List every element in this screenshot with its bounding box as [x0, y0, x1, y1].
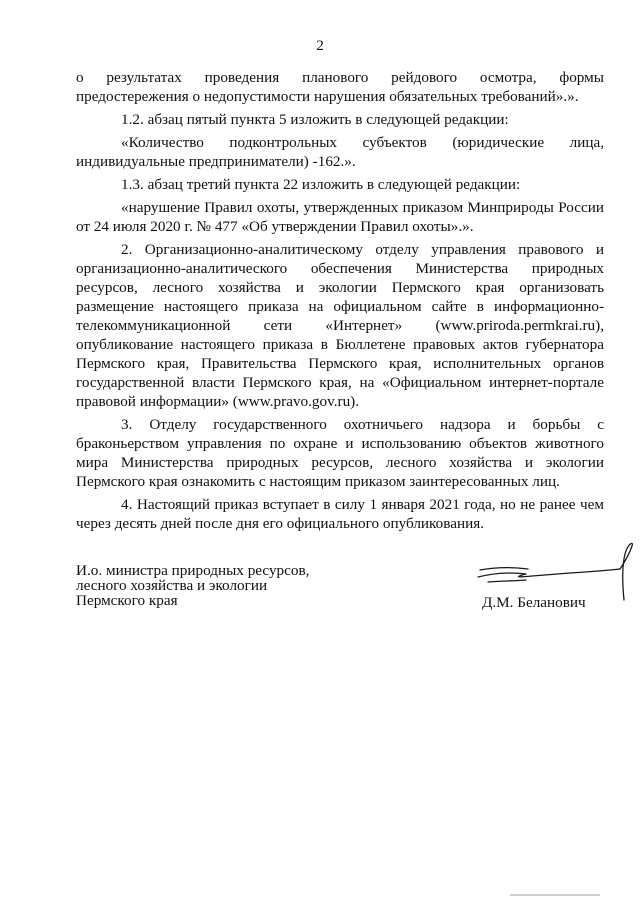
signatory-title-line: лесного хозяйства и экологии — [76, 577, 268, 594]
paragraph-3: 3. Отделу государственного охотничьего надзора и борьбы с браконьерством управления по охране и использованию объектов животного мира Министерства природных ресурсов, лесного хозяйства и экологии Пермского края ознакомить с настоящим приказом заинтересованных лиц. — [76, 416, 604, 490]
paragraph-continuation: о результатах проведения планового рейдового осмотра, формы предостережения о недопустимости нарушения обязательных требований».». — [76, 69, 604, 105]
paragraph-1-3-quote: «нарушение Правил охоты, утвержденных приказом Минприроды России от 24 июля 2020 г. № 477 «Об утверждении Правил охоты».». — [76, 199, 604, 235]
signatory-name: Д.М. Беланович — [482, 594, 586, 611]
document-body — [76, 68, 604, 537]
signatory-title-line: И.о. министра природных ресурсов, — [76, 562, 310, 579]
paragraph-1-3: 1.3. абзац третий пункта 22 изложить в следующей редакции: — [121, 176, 521, 193]
paragraph-2: 2. Организационно-аналитическому отделу управления правового и организационно-аналитического обеспечения Министерства природных ресурсов, лесного хозяйства и экологии Пермского края организовать размещение настоящего приказа на официальном сайте в информационно-телекоммуникационной сети «Интернет» (www.priroda.permkrai.ru), опубликование настоящего приказа в Бюллетене правовых актов губернатора Пермского края, Правительства Пермского края, исполнительных органов государственной власти Пермского края, на «Официальном интернет-портале правовой информации» (www.pravo.gov.ru). — [76, 241, 604, 410]
paragraph-4: 4. Настоящий приказ вступает в силу 1 января 2021 года, но не ранее чем через десять дней после дня его официального опубликования. — [76, 496, 604, 532]
signatory-title-line: Пермского края — [76, 592, 178, 609]
scan-bleed-mark — [510, 893, 600, 898]
paragraph-1-2: 1.2. абзац пятый пункта 5 изложить в следующей редакции: — [121, 111, 509, 128]
paragraph-1-2-quote: «Количество подконтрольных субъектов (юридические лица, индивидуальные предприниматели) -162.». — [76, 134, 604, 170]
page-number: 2 — [316, 37, 324, 54]
signatory-title — [76, 563, 309, 608]
